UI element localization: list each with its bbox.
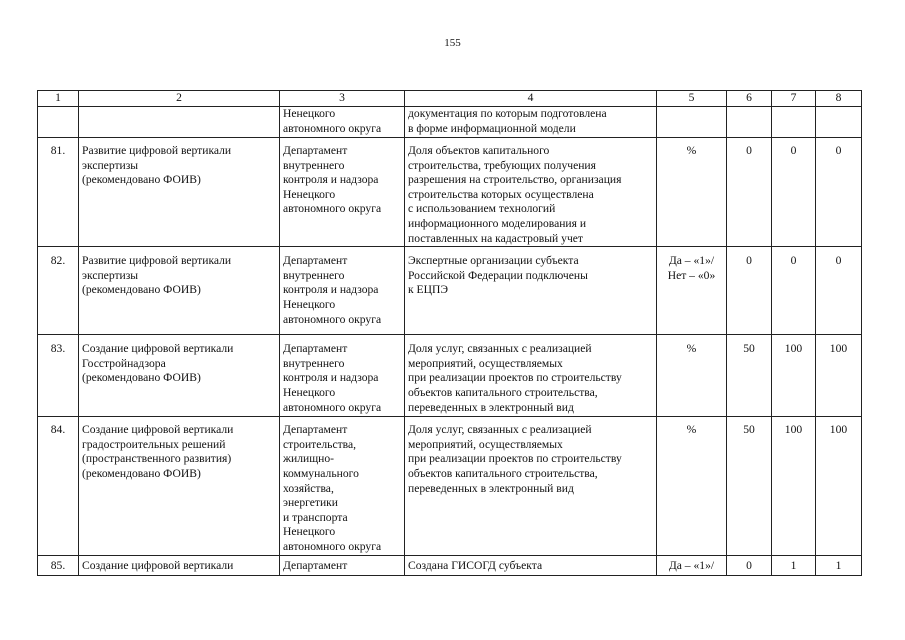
value-cell-col6: 0: [727, 247, 772, 335]
unit-cell: Да – «1»/: [657, 556, 727, 576]
indicator-cell: Доля услуг, связанных с реализацией мероприятий, осуществляемых при реализации проектов по строительству объектов капитального строительства, переведенных в электронный вид: [405, 417, 657, 556]
column-header: 3: [280, 91, 405, 107]
project-name-cell: Создание цифровой вертикали градостроительных решений (пространственного развития) (рекомендовано ФОИВ): [79, 417, 280, 556]
column-header: 8: [816, 91, 862, 107]
row-number-cell: [38, 107, 79, 138]
department-cell: Ненецкого автономного округа: [280, 107, 405, 138]
project-name-cell: Развитие цифровой вертикали экспертизы (рекомендовано ФОИВ): [79, 138, 280, 247]
indicator-cell: Доля услуг, связанных с реализацией мероприятий, осуществляемых при реализации проектов по строительству объектов капитального строительства, переведенных в электронный вид: [405, 335, 657, 417]
department-cell: Департамент: [280, 556, 405, 576]
department-cell: Департамент внутреннего контроля и надзора Ненецкого автономного округа: [280, 335, 405, 417]
project-name-cell: Развитие цифровой вертикали экспертизы (рекомендовано ФОИВ): [79, 247, 280, 335]
unit-cell: %: [657, 138, 727, 247]
value-cell-col7: 1: [772, 556, 816, 576]
column-header: 5: [657, 91, 727, 107]
indicators-table: [37, 90, 862, 576]
value-cell-col8: 1: [816, 556, 862, 576]
row-number-cell: 82.: [38, 247, 79, 335]
table-row: [38, 335, 862, 417]
indicator-cell: Создана ГИСОГД субъекта: [405, 556, 657, 576]
table-row: [38, 247, 862, 335]
unit-cell: %: [657, 417, 727, 556]
value-cell-col7: [772, 107, 816, 138]
unit-cell: [657, 107, 727, 138]
indicator-cell: документация по которым подготовлена в форме информационной модели: [405, 107, 657, 138]
table-row: [38, 556, 862, 576]
row-number-cell: 81.: [38, 138, 79, 247]
row-number-cell: 84.: [38, 417, 79, 556]
value-cell-col6: 0: [727, 556, 772, 576]
value-cell-col6: 0: [727, 138, 772, 247]
table-header-row: [38, 91, 862, 107]
project-name-cell: [79, 107, 280, 138]
table-row: [38, 417, 862, 556]
table-row: [38, 107, 862, 138]
value-cell-col7: 100: [772, 417, 816, 556]
column-header: 6: [727, 91, 772, 107]
value-cell-col8: [816, 107, 862, 138]
indicator-cell: Доля объектов капитального строительства, требующих получения разрешения на строительство, организация строительства которых осуществлена с использованием технологий информационного моделирования и поставленных на кадастровый учет: [405, 138, 657, 247]
value-cell-col7: 0: [772, 138, 816, 247]
unit-cell: %: [657, 335, 727, 417]
row-number-cell: 85.: [38, 556, 79, 576]
value-cell-col7: 100: [772, 335, 816, 417]
unit-cell: Да – «1»/ Нет – «0»: [657, 247, 727, 335]
value-cell-col8: 100: [816, 335, 862, 417]
column-header: 4: [405, 91, 657, 107]
column-header: 1: [38, 91, 79, 107]
value-cell-col8: 0: [816, 247, 862, 335]
project-name-cell: Создание цифровой вертикали Госстройнадзора (рекомендовано ФОИВ): [79, 335, 280, 417]
value-cell-col7: 0: [772, 247, 816, 335]
value-cell-col6: [727, 107, 772, 138]
column-header: 7: [772, 91, 816, 107]
indicator-cell: Экспертные организации субъекта Российской Федерации подключены к ЕЦПЭ: [405, 247, 657, 335]
value-cell-col8: 0: [816, 138, 862, 247]
value-cell-col6: 50: [727, 417, 772, 556]
department-cell: Департамент строительства, жилищно- коммунального хозяйства, энергетики и транспорта Ненецкого автономного округа: [280, 417, 405, 556]
department-cell: Департамент внутреннего контроля и надзора Ненецкого автономного округа: [280, 247, 405, 335]
project-name-cell: Создание цифровой вертикали: [79, 556, 280, 576]
value-cell-col8: 100: [816, 417, 862, 556]
page-number: 155: [444, 37, 461, 49]
department-cell: Департамент внутреннего контроля и надзора Ненецкого автономного округа: [280, 138, 405, 247]
column-header: 2: [79, 91, 280, 107]
table-row: [38, 138, 862, 247]
row-number-cell: 83.: [38, 335, 79, 417]
value-cell-col6: 50: [727, 335, 772, 417]
